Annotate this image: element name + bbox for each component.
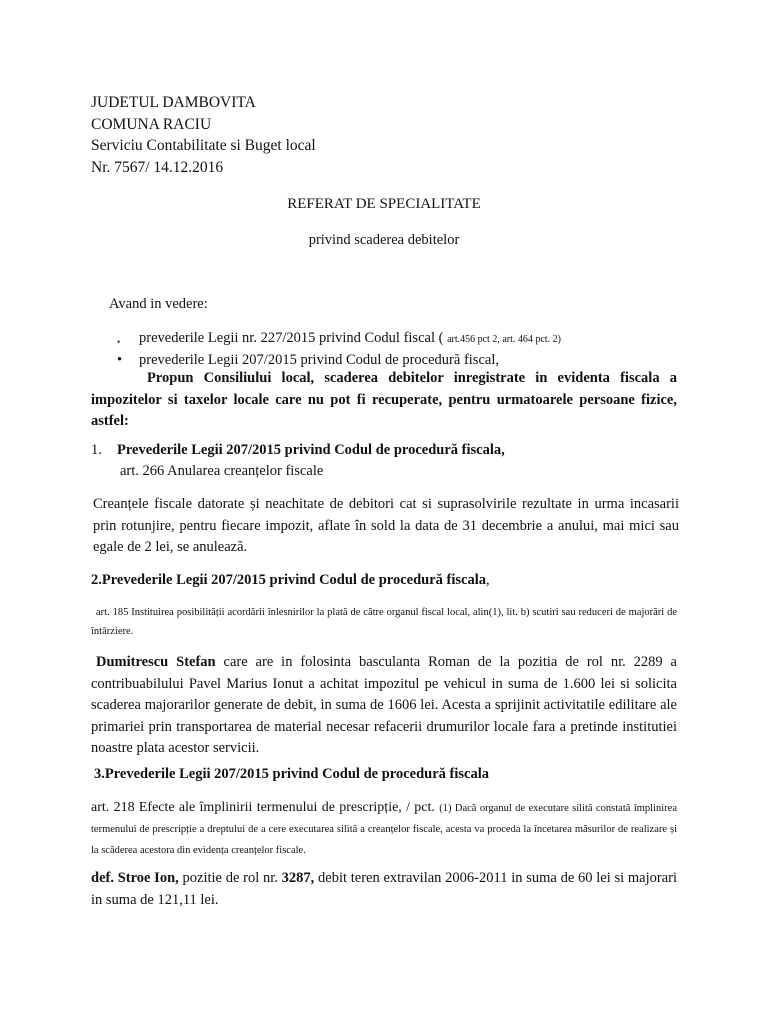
county-name: JUDETUL DAMBOVITA bbox=[91, 94, 256, 111]
article-text: (1) Dacă organul de executare silită constată împlinirea termenului de prescripție a dreptului de a cere executarea silită a creanțelor fiscale, acesta va proceda la încetarea măsurilor de realizare și la scăderea acestora din evidența creanțelor fiscale. bbox=[91, 803, 677, 856]
section-1-article: art. 266 Anularea creanțelor fiscale bbox=[120, 463, 324, 479]
document-title: REFERAT DE SPECIALITATE bbox=[287, 196, 481, 212]
list-item-text: prevederile Legii nr. 227/2015 privind Codul fiscal ( bbox=[139, 330, 448, 346]
list-item bbox=[115, 328, 561, 350]
intro-text: Avand in vedere: bbox=[109, 296, 208, 312]
person-name: Dumitrescu Stefan bbox=[96, 654, 216, 670]
section-1-paragraph: Creanțele fiscale datorate și neachitate de debitori cat si suprasolvirile rezultate in urma incasarii prin rotunjire, pentru fiecare impozit, aflate în sold la data de 31 decembrie a anului, mai mici sau egale de 2 lei, se anulează. bbox=[93, 496, 679, 555]
list-item-text: prevederile Legii 207/2015 privind Codul de procedură fiscal, bbox=[139, 352, 499, 368]
paragraph-text: care are in folosinta basculanta Roman de la pozitia de rol nr. 2289 a contribuabilului Pavel Marius Ionut a achitat impozitul pe vehicul in suma de 1.600 lei si solicita scaderea majorarilor generate de debit, in suma de 1606 lei. Acesta a sprijinit activitatile edilitare ale primariei prin transportarea de material necesar refacerii drumurilor locale fara a pretinde institutiei noastre plata acestor servicii. bbox=[91, 654, 677, 756]
list-item bbox=[115, 350, 561, 370]
section-1-heading bbox=[91, 442, 505, 459]
person-name: def. Stroe Ion, bbox=[91, 870, 179, 886]
section-3-article bbox=[91, 798, 677, 861]
section-number: 1. bbox=[91, 442, 102, 458]
section-3-heading: 3.Prevederile Legii 207/2015 privind Codul de procedură fiscala bbox=[94, 766, 489, 782]
document-subtitle: privind scaderea debitelor bbox=[308, 232, 460, 248]
department-name: Serviciu Contabilitate si Buget local bbox=[91, 137, 316, 154]
paragraph-text: pozitie de rol nr. bbox=[178, 870, 282, 886]
registration-number: Nr. 7567/ 14.12.2016 bbox=[91, 158, 224, 176]
section-title: Prevederile Legii 207/2015 privind Codul de procedură fiscala, bbox=[117, 442, 505, 458]
paragraph-text: debit teren extravilan 2006-2011 in suma de 60 lei si majorari in suma de 121,11 lei. bbox=[91, 870, 677, 908]
bullet-list bbox=[115, 328, 561, 370]
section-2-paragraph bbox=[91, 652, 677, 760]
list-item-reference: art.456 pct 2, art. 464 pct. 2) bbox=[447, 334, 561, 345]
rol-number: 3287, bbox=[281, 870, 315, 886]
section-3-paragraph bbox=[91, 868, 677, 911]
section-2-heading bbox=[91, 572, 490, 589]
document-header bbox=[91, 92, 316, 178]
section-2-article: art. 185 Instituirea posibilității acordării înlesnirilor la plată de către organul fiscal local, alin(1), lit. b) scutiri sau reduceri de majorări de întârziere. bbox=[91, 607, 677, 637]
proposal-paragraph: Propun Consiliului local, scaderea debitelor inregistrate in evidenta fiscala a impozitelor si taxelor locale care nu pot fi recuperate, pentru urmatoarele persoane fizice, astfel: bbox=[91, 370, 677, 429]
bullet-icon: • bbox=[117, 337, 121, 347]
article-title: art. 218 Efecte ale împlinirii termenului de prescripție, / pct. bbox=[91, 800, 440, 815]
section-title: 2.Prevederile Legii 207/2015 privind Codul de procedură fiscala bbox=[91, 572, 486, 588]
section-title-comma: , bbox=[485, 572, 490, 588]
bullet-icon: • bbox=[117, 352, 123, 368]
commune-name: COMUNA RACIU bbox=[91, 115, 212, 133]
